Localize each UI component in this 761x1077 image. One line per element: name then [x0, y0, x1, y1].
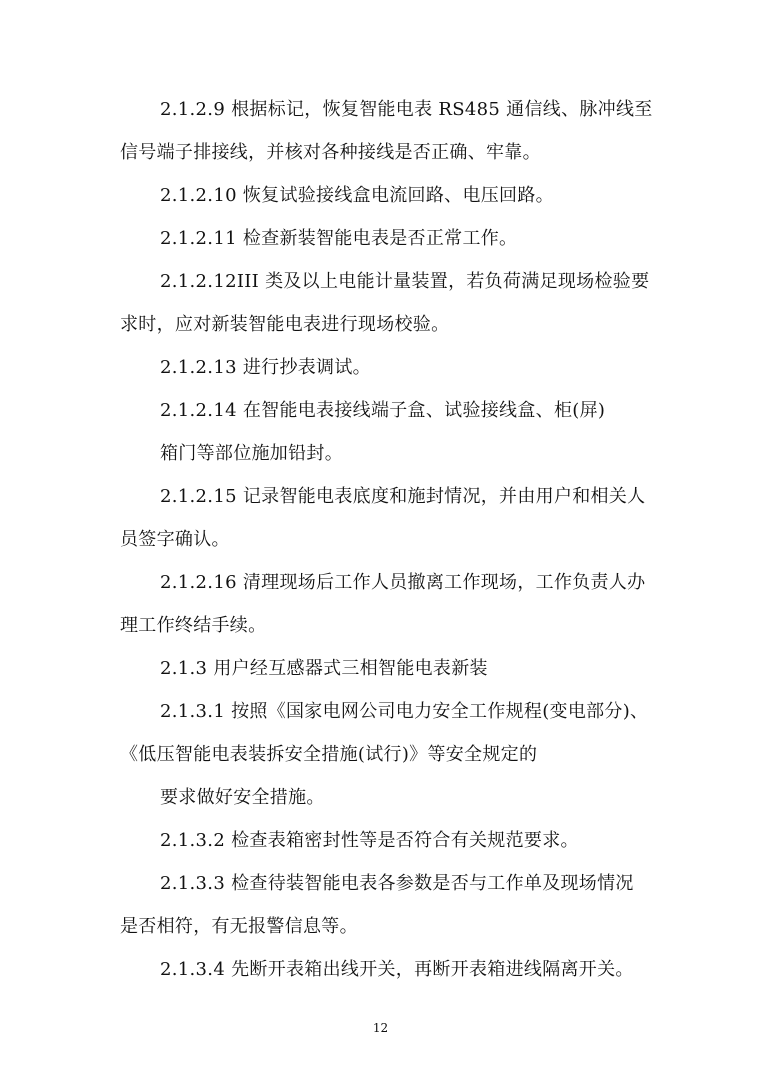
text-line: 2.1.2.16 清理现场后工作人员撤离工作现场，工作负责人办	[160, 572, 646, 593]
text-line: 2.1.3.3 检查待装智能电表各参数是否与工作单及现场情况	[160, 873, 634, 894]
text-line: 2.1.2.12III 类及以上电能计量装置，若负荷满足现场检验要	[160, 271, 650, 292]
text-line: 要求做好安全措施。	[160, 787, 325, 808]
text-line: 箱门等部位施加铅封。	[160, 443, 343, 464]
text-line: 员签字确认。	[120, 529, 230, 550]
text-line: 2.1.3.1 按照《国家电网公司电力安全工作规程(变电部分)、	[160, 701, 649, 722]
text-line: 《低压智能电表装拆安全措施(试行)》等安全规定的	[120, 744, 538, 765]
text-line: 信号端子排接线，并核对各种接线是否正确、牢靠。	[120, 142, 541, 163]
text-line: 2.1.2.11 检查新装智能电表是否正常工作。	[160, 228, 518, 249]
text-line: 理工作终结手续。	[120, 615, 267, 636]
text-line: 2.1.2.9 根据标记，恢复智能电表 RS485 通信线、脉冲线至	[160, 99, 653, 120]
text-line: 是否相符，有无报警信息等。	[120, 916, 358, 937]
text-line: 2.1.2.15 记录智能电表底度和施封情况，并由用户和相关人	[160, 486, 646, 507]
page-number: 12	[372, 1021, 389, 1035]
text-line: 2.1.3.2 检查表箱密封性等是否符合有关规范要求。	[160, 830, 579, 851]
text-line: 2.1.2.10 恢复试验接线盒电流回路、电压回路。	[160, 185, 554, 206]
section-heading: 2.1.3 用户经互感器式三相智能电表新装	[160, 658, 488, 679]
text-line: 2.1.2.14 在智能电表接线端子盒、试验接线盒、柜(屏)	[160, 400, 606, 421]
text-line: 2.1.2.13 进行抄表调试。	[160, 357, 371, 378]
text-line: 求时，应对新装智能电表进行现场校验。	[120, 314, 450, 335]
text-line: 2.1.3.4 先断开表箱出线开关，再断开表箱进线隔离开关。	[160, 959, 634, 980]
